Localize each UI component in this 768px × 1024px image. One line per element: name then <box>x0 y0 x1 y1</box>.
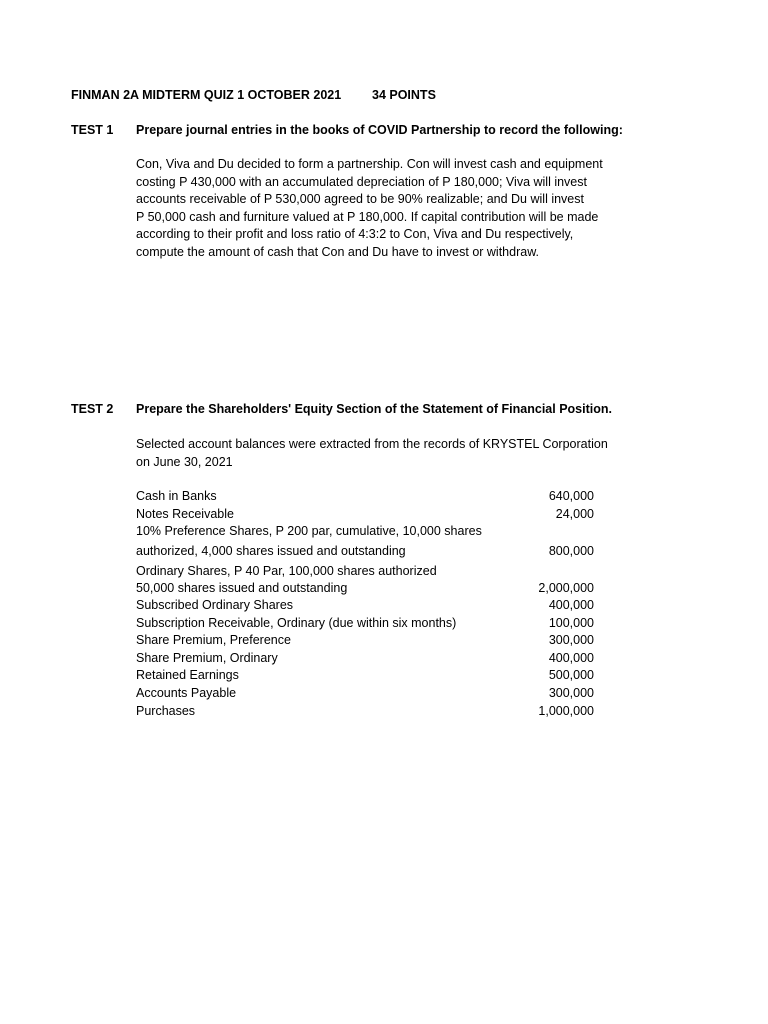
account-amount: 640,000 <box>548 489 594 503</box>
account-amount: 300,000 <box>548 633 594 647</box>
account-label: authorized, 4,000 shares issued and outstanding <box>136 544 406 558</box>
account-label: Subscribed Ordinary Shares <box>136 598 294 612</box>
account-label: Share Premium, Ordinary <box>136 651 278 665</box>
test1-problem-line: compute the amount of cash that Con and Du have to invest or withdraw. <box>136 244 540 259</box>
account-amount: 2,000,000 <box>538 581 594 595</box>
account-amount: 500,000 <box>548 668 594 682</box>
account-amount: 400,000 <box>548 651 594 665</box>
account-amount: 300,000 <box>548 686 594 700</box>
account-label: Notes Receivable <box>136 507 234 521</box>
quiz-points: 34 POINTS <box>372 88 436 102</box>
test1-problem-line: Con, Viva and Du decided to form a partnership. Con will invest cash and equipment <box>136 157 603 171</box>
test1-problem-line: according to their profit and loss ratio of 4:3:2 to Con, Viva and Du respectively, <box>136 227 574 241</box>
account-label: Accounts Payable <box>136 686 237 700</box>
account-label: 10% Preference Shares, P 200 par, cumulative, 10,000 shares <box>136 524 482 538</box>
account-amount: 24,000 <box>555 507 594 521</box>
account-amount: 800,000 <box>548 544 594 558</box>
account-amount: 400,000 <box>548 598 594 612</box>
test1-instruction: Prepare journal entries in the books of COVID Partnership to record the following: <box>136 123 623 137</box>
account-amount: 100,000 <box>548 616 594 630</box>
test1-problem <box>136 156 636 261</box>
account-label: Share Premium, Preference <box>136 633 291 647</box>
account-label: Subscription Receivable, Ordinary (due within six months) <box>136 616 457 630</box>
test2-instruction: Prepare the Shareholders' Equity Section of the Statement of Financial Position. <box>136 402 612 416</box>
test1-problem-line: P 50,000 cash and furniture valued at P 180,000. If capital contribution will be made <box>136 209 599 224</box>
account-label: Purchases <box>136 704 196 718</box>
test1-label: TEST 1 <box>71 123 114 137</box>
account-label: Cash in Banks <box>136 489 217 503</box>
test1-problem-line: accounts receivable of P 530,000 agreed to be 90% realizable; and Du will invest <box>136 192 584 206</box>
test2-intro-line: Selected account balances were extracted from the records of KRYSTEL Corporation <box>136 437 608 451</box>
account-label: Retained Earnings <box>136 668 239 682</box>
test2-intro-line: on June 30, 2021 <box>136 455 233 469</box>
account-label: 50,000 shares issued and outstanding <box>136 581 348 595</box>
test2-label: TEST 2 <box>71 402 114 416</box>
quiz-title: FINMAN 2A MIDTERM QUIZ 1 OCTOBER 2021 <box>71 88 342 102</box>
test1-problem-line: costing P 430,000 with an accumulated depreciation of P 180,000; Viva will invest <box>136 174 587 189</box>
account-amount: 1,000,000 <box>538 704 594 718</box>
account-label: Ordinary Shares, P 40 Par, 100,000 shares authorized <box>136 564 437 578</box>
